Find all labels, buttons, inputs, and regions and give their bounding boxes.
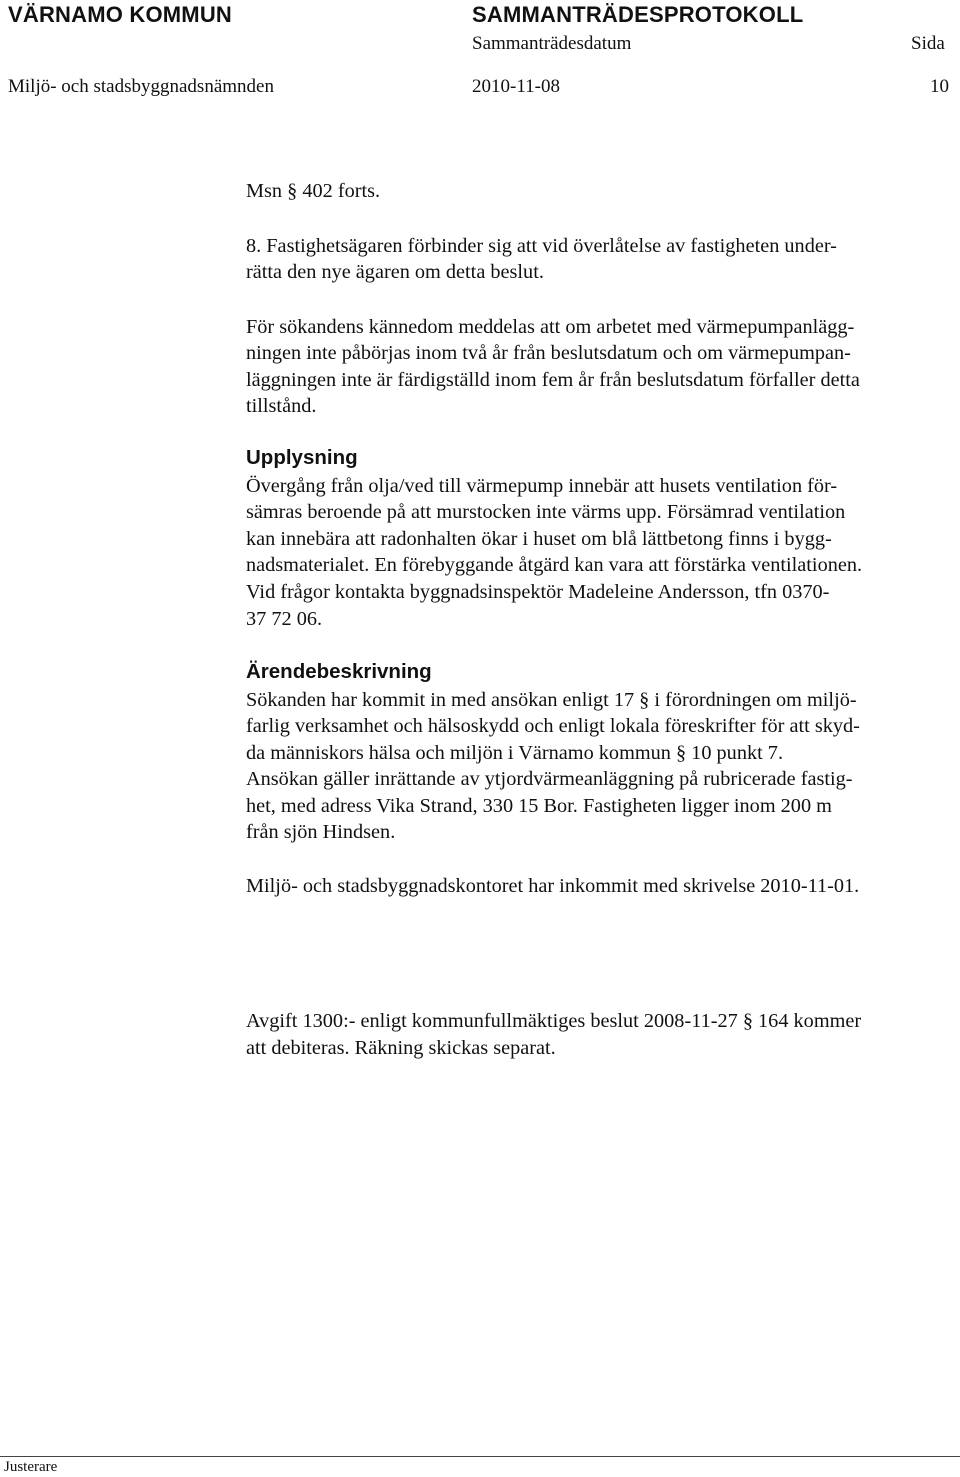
text-line: Vid frågor kontakta byggnadsinspektör Madeleine Andersson, tfn 0370-	[246, 581, 830, 603]
paragraph-reference: Msn § 402 forts.	[246, 180, 381, 202]
text-line: 8. Fastighetsägaren förbinder sig att vid överlåtelse av fastigheten under-	[246, 235, 837, 257]
justerare-label: Justerare	[4, 1459, 58, 1475]
text-line: Ansökan gäller inrättande av ytjordvärmeanläggning på rubricerade fastig-	[246, 768, 853, 790]
text-line: tillstånd.	[246, 395, 317, 417]
text-line: rätta den nye ägaren om detta beslut.	[246, 261, 544, 283]
text-line: läggningen inte är färdigställd inom fem år från beslutsdatum förfaller detta	[246, 369, 860, 391]
upplysning-heading: Upplysning	[246, 446, 358, 469]
footer-divider	[0, 1456, 960, 1457]
meeting-date: 2010-11-08	[472, 76, 560, 97]
text-line: För sökandens kännedom meddelas att om arbetet med värmepumpanlägg-	[246, 316, 855, 338]
text-line: da människors hälsa och miljön i Värnamo kommun § 10 punkt 7.	[246, 742, 784, 764]
page-label: Sida	[911, 33, 945, 54]
text-line: nadsmaterialet. En förebyggande åtgärd kan vara att förstärka ventilationen.	[246, 554, 863, 576]
arende-heading: Ärendebeskrivning	[246, 660, 432, 683]
text-line: Avgift 1300:- enligt kommunfullmäktiges beslut 2008-11-27 § 164 kommer	[246, 1010, 862, 1032]
page-number: 10	[930, 76, 949, 97]
text-line: sämras beroende på att murstocken inte värms upp. Försämrad ventilation	[246, 501, 846, 523]
text-line: Sökanden har kommit in med ansökan enligt 17 § i förordningen om miljö-	[246, 689, 857, 711]
committee-name: Miljö- och stadsbyggnadsnämnden	[8, 76, 274, 97]
text-line: att debiteras. Räkning skickas separat.	[246, 1037, 556, 1059]
text-line: Övergång från olja/ved till värmepump innebär att husets ventilation för-	[246, 475, 838, 497]
org-name: VÄRNAMO KOMMUN	[8, 2, 233, 27]
text-line: kan innebära att radonhalten ökar i huset om blå lättbetong finns i bygg-	[246, 528, 832, 550]
document-type: SAMMANTRÄDESPROTOKOLL	[472, 2, 804, 27]
date-label: Sammanträdesdatum	[472, 33, 632, 54]
text-line: het, med adress Vika Strand, 330 15 Bor. Fastigheten ligger inom 200 m	[246, 795, 832, 817]
text-line: farlig verksamhet och hälsoskydd och enligt lokala föreskrifter för att skyd-	[246, 715, 860, 737]
skrivelse-paragraph: Miljö- och stadsbyggnadskontoret har inkommit med skrivelse 2010-11-01.	[246, 875, 860, 897]
text-line: från sjön Hindsen.	[246, 821, 396, 843]
text-line: 37 72 06.	[246, 608, 323, 630]
text-line: ningen inte påbörjas inom två år från beslutsdatum och om värmepumpan-	[246, 342, 851, 364]
